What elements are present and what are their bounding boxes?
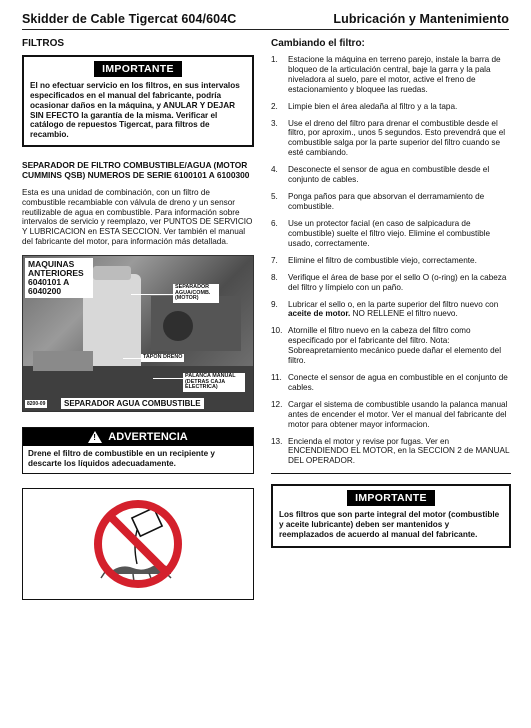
fuel-water-separator-photo <box>22 255 254 412</box>
step-number: 12. <box>271 399 283 409</box>
photo-caption: SEPARADOR AGUA COMBUSTIBLE <box>61 398 204 409</box>
important-notice-text: Los filtros que son parte integral del motor (combustible y aceite lubricante) deben ser mantenidos y reemplazados de acuerdo al manual del fabricante. <box>279 510 500 539</box>
warning-box <box>22 427 254 474</box>
step-text: Encienda el motor y revise por fugas. Ver en ENCENDIENDO EL MOTOR, en la SECCION 2 de MANUAL DEL OPERADOR. <box>288 436 510 466</box>
step-text-bold: aceite de motor. <box>288 309 351 319</box>
step-text-after: NO RELLENE el filtro nuevo. <box>350 309 458 319</box>
step-text: Conecte el sensor de agua en combustible en el conjunto de cables. <box>288 372 508 392</box>
divider <box>271 473 511 474</box>
step-item <box>271 273 511 293</box>
step-text: Verifique el área de base por el sello O (o-ring) en la cabeza del filtro y límpielo con un paño. <box>288 272 507 292</box>
left-column <box>22 38 254 600</box>
step-number: 6. <box>271 218 278 228</box>
step-number: 11. <box>271 372 282 382</box>
step-text-before: Lubricar el sello o, en la parte superior del filtro nuevo con <box>288 299 499 309</box>
important-notice-engine-filters <box>271 484 511 548</box>
callout-separator: SEPARADOR AGUA/COMB. (MOTOR) <box>173 284 219 303</box>
right-column <box>271 38 511 548</box>
step-text: Cargar el sistema de combustible usando la palanca manual antes de encender el motor. Ver el manual del fabricante del motor para obtener mayor informacion. <box>288 399 508 429</box>
step-text: Atornille el filtro nuevo en la cabeza del filtro como especificado por el fabricante del filtro. Nota: Sobreapretamiento mecánico puede dañar el elemento del filtro. <box>288 326 502 365</box>
figure-code: 8200-09 <box>27 400 46 407</box>
page-header <box>22 10 509 30</box>
header-right-title: Lubricación y Mantenimiento <box>333 12 509 26</box>
callout-hand-lever: PALANCA MANUAL (DETRAS CAJA ELECTRICA) <box>183 373 245 392</box>
important-badge: IMPORTANTE <box>94 61 182 77</box>
step-text: Use un protector facial (en caso de salpicadura de combustible) suelte el filtro viejo. Elimine el combustible usado, correctamente. <box>288 218 491 248</box>
important-badge: IMPORTANTE <box>347 490 435 506</box>
step-item <box>271 192 511 212</box>
warning-triangle-icon: ! <box>88 431 102 443</box>
section-title-changing-filter: Cambiando el filtro: <box>271 38 365 49</box>
step-item <box>271 102 511 112</box>
machines-label: MAQUINAS ANTERIORES 6040101 A 6040200 <box>25 258 93 298</box>
step-number: 9. <box>271 299 278 309</box>
step-item <box>271 165 511 185</box>
step-item <box>271 55 511 94</box>
step-item <box>271 400 511 430</box>
separator-subheading: SEPARADOR DE FILTRO COMBUSTIBLE/AGUA (MOTOR CUMMINS QSB) NUMEROS DE SERIE 6100101 A 6100300 <box>22 160 250 180</box>
step-number: 7. <box>271 255 278 265</box>
step-item <box>271 219 511 249</box>
step-text: Limpie bien el área aledaña al filtro y a la tapa. <box>288 101 458 111</box>
section-title-filtros: FILTROS <box>22 38 65 49</box>
step-text: Ponga paños para que absorvan el derramamiento de combustible. <box>288 192 485 211</box>
step-text: Desconecte el sensor de agua en combustible desde el conjunto de cables. <box>288 165 490 184</box>
step-text: Use el dreno del filtro para drenar el combustible desde el filtro, por aproxim., unos 5 segundos. Esto prevendrá que el combustible salga por la parte superior del filtro cuando se esté cambiando. <box>288 118 506 158</box>
step-text <box>288 300 511 320</box>
step-number: 5. <box>271 192 278 202</box>
step-number: 4. <box>271 165 278 175</box>
step-number: 10. <box>271 326 283 336</box>
filter-change-steps <box>271 55 511 466</box>
step-item <box>271 256 511 266</box>
step-number: 2. <box>271 101 278 111</box>
step-text: Elimine el filtro de combustible viejo, correctamente. <box>288 255 477 265</box>
step-item <box>271 326 511 365</box>
important-notice-text: El no efectuar servicio en los filtros, en sus intervalos especificados en el manual del fabricante, podría ocasionar daños en la máquina, y ANULAR Y DEJAR SIN EFECTO la garantía de la misma. Verificar el catálogo de repuestos Tigercat, para filtros de recambio. <box>30 81 240 140</box>
step-number: 3. <box>271 118 278 128</box>
warning-header <box>23 428 253 446</box>
warning-title: ADVERTENCIA <box>108 430 188 443</box>
no-spill-icon <box>83 494 193 594</box>
step-item <box>271 373 511 393</box>
warning-text: Drene el filtro de combustible en un recipiente y descarte los líquidos adecuadamente. <box>28 448 215 468</box>
step-text: Estacione la máquina en terreno parejo, instale la barra de bloqueo de la articulación central, baje la garra y la pala niveladora al suelo, pare el motor, active el freno de estacionamiento y bloquee las ruedas. <box>288 55 501 94</box>
step-item <box>271 300 511 320</box>
step-number: 8. <box>271 272 278 282</box>
separator-description: Esta es una unidad de combinación, con un filtro de combustible recambiable con válvula de dreno y un sensor reutilizable de agua en combustible. Para información sobre intervalos de servicio y reemplazo, ver PUNTOS DE SERVICIO Y LUBRICACION en ESTA SECCION. Ver también el manual del fabricante del motor, para información más detallada. <box>22 187 253 247</box>
important-notice-filters <box>22 55 254 147</box>
header-left-title: Skidder de Cable Tigercat 604/604C <box>22 12 237 26</box>
step-number: 13. <box>271 436 283 446</box>
no-spill-symbol-box <box>22 488 254 600</box>
step-number: 1. <box>271 55 278 64</box>
step-item <box>271 437 511 467</box>
step-item <box>271 119 511 158</box>
callout-drain-plug: TAPON DRENO <box>143 353 183 360</box>
